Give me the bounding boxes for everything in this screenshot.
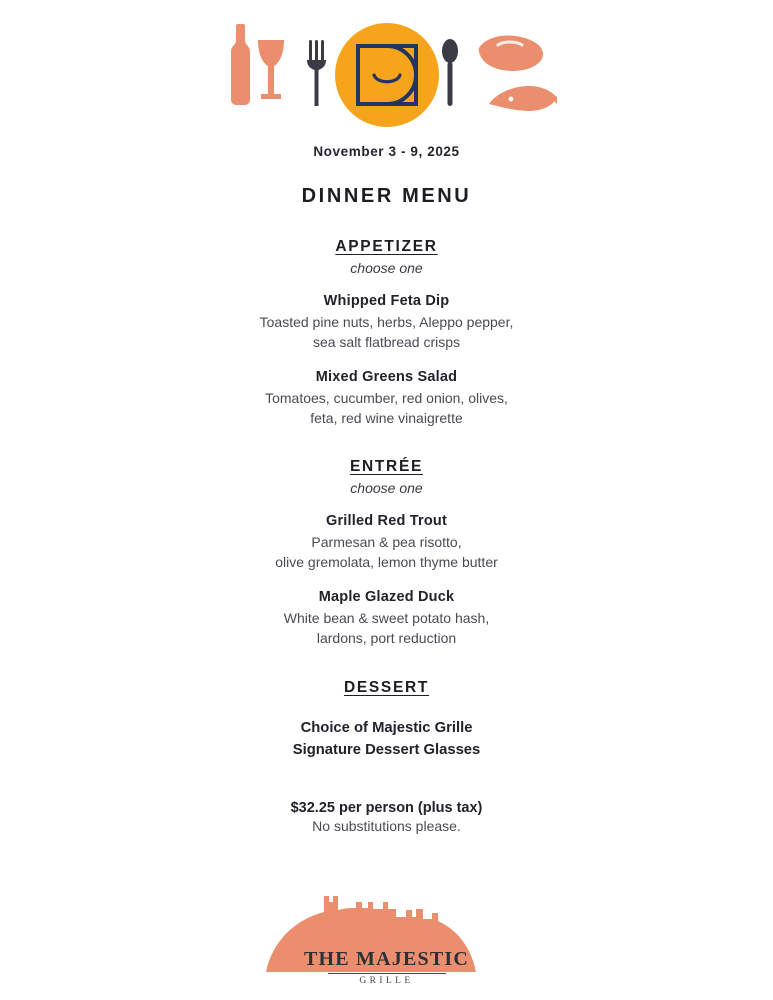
dessert-item (293, 717, 481, 761)
brand-lockup (304, 948, 469, 986)
fish-icon (489, 86, 557, 112)
description-line: olive gremolata, lemon thyme butter (275, 554, 498, 570)
section-heading: ENTRÉE (349, 458, 424, 475)
price-text: $32.25 per person (plus tax) (290, 800, 483, 816)
menu-item-name: Mixed Greens Salad (315, 369, 458, 385)
description-line: feta, red wine vinaigrette (310, 410, 463, 426)
dessert-line: Signature Dessert Glasses (292, 742, 481, 758)
header-artwork (217, 18, 557, 138)
date-range: November 3 - 9, 2025 (313, 144, 460, 159)
description-line: Tomatoes, cucumber, red onion, olives, (265, 390, 508, 406)
menu-item-description (275, 532, 498, 572)
steak-icon (478, 36, 542, 72)
spoon-icon (442, 39, 458, 106)
menu-item-description (265, 388, 508, 428)
page-title: DINNER MENU (301, 185, 472, 207)
section-dessert (107, 679, 667, 761)
brand-subtitle: GRILLE (359, 976, 414, 986)
menu-item (260, 293, 514, 352)
menu-sections (107, 208, 667, 834)
menu-item (275, 513, 498, 572)
menu-item-name: Maple Glazed Duck (318, 589, 455, 605)
section-heading: APPETIZER (335, 238, 438, 255)
brand-name: THE MAJESTIC (304, 948, 469, 970)
fork-icon (307, 40, 326, 106)
description-line: sea salt flatbread crisps (312, 334, 461, 350)
section-entree (107, 458, 667, 648)
plate-logo-icon (335, 23, 439, 127)
section-heading: DESSERT (343, 679, 430, 696)
description-line: Parmesan & pea risotto, (311, 534, 462, 550)
menu-item-description (284, 608, 489, 648)
section-appetizer (107, 238, 667, 428)
wine-bottle-icon (231, 24, 250, 105)
menu-item-name: Whipped Feta Dip (323, 293, 450, 309)
menu-item-name: Grilled Red Trout (325, 513, 448, 529)
menu-item (265, 369, 508, 428)
description-line: Toasted pine nuts, herbs, Aleppo pepper, (259, 314, 514, 330)
description-line: lardons, port reduction (316, 630, 457, 646)
section-subtitle: choose one (350, 260, 423, 276)
menu-item (284, 589, 489, 648)
pricing-block (291, 800, 483, 834)
wine-glass-icon (258, 40, 284, 99)
price-note: No substitutions please. (312, 818, 461, 834)
section-subtitle: choose one (350, 480, 423, 496)
menu-item-description (260, 312, 514, 352)
description-line: White bean & sweet potato hash, (283, 610, 490, 626)
footer-logo (257, 888, 517, 986)
brand-divider (328, 973, 446, 974)
dessert-line: Choice of Majestic Grille (300, 720, 473, 736)
